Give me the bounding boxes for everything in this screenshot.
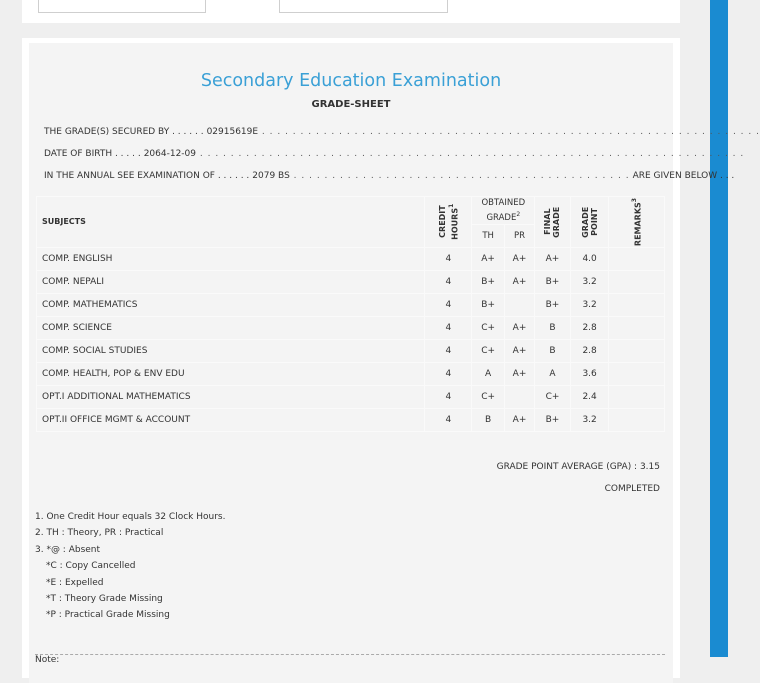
search-form-panel	[22, 0, 680, 23]
credit-cell: 4	[425, 408, 472, 431]
remarks-cell	[609, 385, 665, 408]
pr-grade-cell: A+	[504, 408, 534, 431]
dot-leader: . . . . . . . . . . . . . . . . . . . . . . . . . . . . . . . . . . . . . . . . . . . . . . . . . . . . . . . . . . . . . . . . .	[258, 127, 760, 137]
exam-line	[44, 171, 735, 185]
exam-title: Secondary Education Examination	[200, 71, 502, 91]
table-row	[37, 385, 665, 408]
final-grade-cell: B+	[535, 408, 571, 431]
th-grade-cell: B	[472, 408, 504, 431]
credit-hours-header: CREDIT HOURS$^1$	[425, 197, 472, 248]
remarks-cell	[609, 362, 665, 385]
dot-leader: . . . . . . . . . . . . . . . . . . . . . . . . . . . . . . . . . . . . . . . . . . . .	[289, 171, 630, 181]
footnotes	[35, 509, 225, 624]
table-row	[37, 339, 665, 362]
subject-cell: COMP. ENGLISH	[37, 247, 425, 270]
exam-year-value: 2079 BS	[252, 171, 290, 181]
pr-header: PR	[504, 224, 534, 247]
grades-table	[36, 196, 665, 432]
th-grade-cell: A+	[472, 247, 504, 270]
dob-label: DATE OF BIRTH . . . . .	[44, 149, 141, 159]
footnote: 2. TH : Theory, PR : Practical	[35, 528, 164, 539]
subject-cell: COMP. SOCIAL STUDIES	[37, 339, 425, 362]
remarks-cell	[609, 339, 665, 362]
footnote: 1. One Credit Hour equals 32 Clock Hours.	[35, 512, 226, 522]
remarks-cell	[609, 247, 665, 270]
credit-cell: 4	[425, 293, 472, 316]
grade-point-cell: 4.0	[570, 247, 609, 270]
final-grade-header: FINAL GRADE	[535, 197, 571, 248]
page-scrollbar-accent	[710, 0, 728, 657]
subject-cell: COMP. MATHEMATICS	[37, 293, 425, 316]
final-grade-cell: B+	[535, 293, 571, 316]
dob-value: 2064-12-09	[143, 149, 197, 159]
result-panel	[22, 38, 760, 678]
credit-cell: 4	[425, 247, 472, 270]
grade-sheet	[29, 43, 760, 683]
pr-grade-cell: A+	[504, 247, 534, 270]
gpa-summary: GRADE POINT AVERAGE (GPA) : 3.15	[496, 462, 660, 472]
credit-cell: 4	[425, 385, 472, 408]
pr-grade-cell: A+	[504, 316, 534, 339]
credit-cell: 4	[425, 270, 472, 293]
pr-grade-cell	[504, 293, 534, 316]
remarks-cell	[609, 316, 665, 339]
secured-by-line	[44, 127, 760, 141]
table-row	[37, 408, 665, 431]
grade-point-cell: 2.8	[570, 316, 609, 339]
final-grade-cell: C+	[535, 385, 571, 408]
final-grade-cell: B	[535, 316, 571, 339]
subject-cell: OPT.II OFFICE MGMT & ACCOUNT	[37, 408, 425, 431]
subjects-header: SUBJECTS	[37, 197, 425, 248]
th-grade-cell: C+	[472, 385, 504, 408]
table-row	[37, 247, 665, 270]
date-of-birth-field[interactable]	[279, 0, 448, 13]
remarks-header: REMARKS$^3$	[609, 197, 665, 248]
footnote: *C : Copy Cancelled	[46, 561, 136, 572]
th-header: TH	[472, 224, 504, 247]
table-row	[37, 362, 665, 385]
final-grade-cell: A	[535, 362, 571, 385]
pr-grade-cell: A+	[504, 270, 534, 293]
grade-sheet-heading: GRADE-SHEET	[311, 99, 391, 110]
credit-cell: 4	[425, 339, 472, 362]
secured-by-label: THE GRADE(S) SECURED BY . . . . . .	[44, 127, 204, 137]
grade-point-cell: 2.8	[570, 339, 609, 362]
symbol-number-value: 02915619E	[206, 127, 259, 137]
footnote: *P : Practical Grade Missing	[46, 610, 170, 621]
remarks-cell	[609, 293, 665, 316]
obtained-grade-header: OBTAINED GRADE$^2$	[472, 197, 535, 225]
dob-line	[44, 149, 745, 163]
th-grade-cell: B+	[472, 270, 504, 293]
final-grade-cell: B+	[535, 270, 571, 293]
subject-cell: COMP. HEALTH, POP & ENV EDU	[37, 362, 425, 385]
th-grade-cell: B+	[472, 293, 504, 316]
grade-point-cell: 2.4	[570, 385, 609, 408]
th-grade-cell: C+	[472, 316, 504, 339]
grade-point-cell: 3.2	[570, 293, 609, 316]
dot-leader: . . . . . . . . . . . . . . . . . . . . . . . . . . . . . . . . . . . . . . . . . . . . . . . . . . . . . . . . . . . . . . . . . . . . . . .	[196, 149, 745, 159]
th-grade-cell: C+	[472, 339, 504, 362]
credit-cell: 4	[425, 316, 472, 339]
footnote: *T : Theory Grade Missing	[46, 594, 163, 605]
divider	[35, 654, 665, 655]
exam-label: IN THE ANNUAL SEE EXAMINATION OF . . . . . .	[44, 171, 250, 181]
subject-cell: COMP. SCIENCE	[37, 316, 425, 339]
grade-point-cell: 3.2	[570, 408, 609, 431]
pr-grade-cell: A+	[504, 362, 534, 385]
footnote: 3. *@ : Absent	[35, 544, 101, 555]
th-grade-cell: A	[472, 362, 504, 385]
note-label: Note:	[35, 655, 60, 665]
subject-cell: OPT.I ADDITIONAL MATHEMATICS	[37, 385, 425, 408]
table-row	[37, 316, 665, 339]
final-grade-cell: B	[535, 339, 571, 362]
completion-status: COMPLETED	[604, 484, 660, 494]
remarks-cell	[609, 408, 665, 431]
symbol-number-field[interactable]	[38, 0, 206, 13]
final-grade-cell: A+	[535, 247, 571, 270]
table-row	[37, 270, 665, 293]
pr-grade-cell: A+	[504, 339, 534, 362]
grade-point-header: GRADE POINT	[570, 197, 609, 248]
grade-point-cell: 3.2	[570, 270, 609, 293]
table-row	[37, 293, 665, 316]
credit-cell: 4	[425, 362, 472, 385]
footnote: *E : Expelled	[46, 577, 104, 588]
pr-grade-cell	[504, 385, 534, 408]
exam-suffix: ARE GIVEN BELOW . . .	[632, 171, 735, 181]
grade-point-cell: 3.6	[570, 362, 609, 385]
remarks-cell	[609, 270, 665, 293]
subject-cell: COMP. NEPALI	[37, 270, 425, 293]
